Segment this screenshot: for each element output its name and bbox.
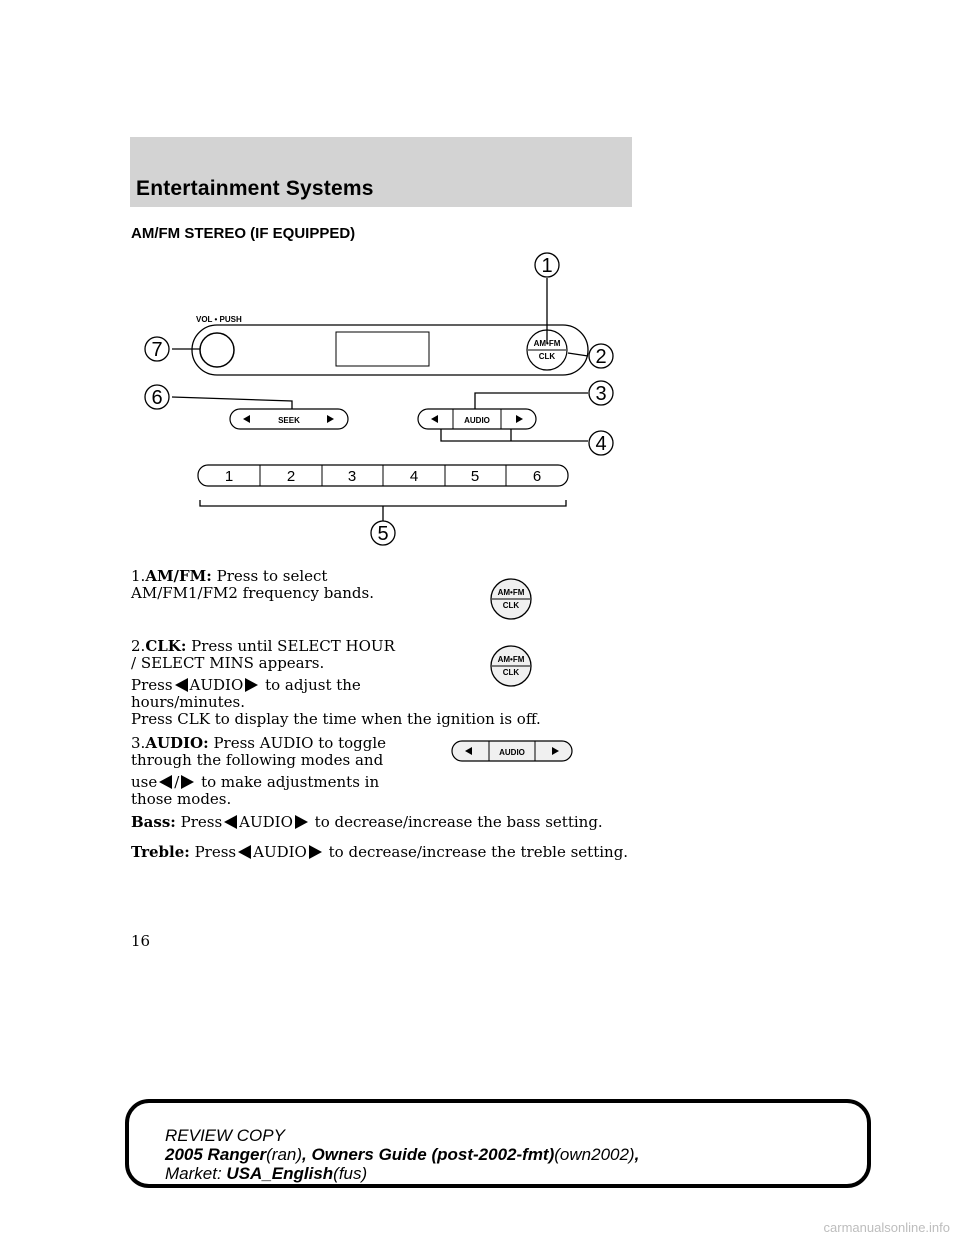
seek-left-icon <box>175 678 188 692</box>
preset-2: 2 <box>286 468 296 485</box>
watermark: carmanualsonline.info <box>823 1220 950 1235</box>
audio-button-icon <box>451 740 573 762</box>
preset-3: 3 <box>347 468 357 485</box>
right-arrow-icon <box>181 775 194 789</box>
treble-increase-icon <box>309 845 322 859</box>
left-arrow-icon <box>159 775 172 789</box>
section-heading: AM/FM STEREO (IF EQUIPPED) <box>131 225 356 242</box>
callout-7: 7 <box>151 339 163 361</box>
treble-decrease-icon <box>238 845 251 859</box>
audio-icon-label: AUDIO <box>499 748 525 757</box>
item-audio: 3.AUDIO: Press AUDIO to toggle through the following modes and use / to make adjustments in those modes. <box>131 734 387 808</box>
amfm-icon-label-2: AM•FM <box>497 655 525 664</box>
audio-label: AUDIO <box>464 416 490 425</box>
preset-6: 6 <box>532 468 542 485</box>
callout-3: 3 <box>595 383 607 405</box>
radio-diagram <box>130 245 630 555</box>
preset-1: 1 <box>224 468 234 485</box>
clk-label: CLK <box>538 352 556 361</box>
page-number: 16 <box>131 932 151 950</box>
vol-push-label: VOL • PUSH <box>196 315 242 324</box>
item-amfm: 1.AM/FM: Press to select AM/FM1/FM2 frequency bands. <box>131 567 375 602</box>
amfm-label: AM•FM <box>533 339 561 348</box>
footer-review: REVIEW COPY <box>165 1126 285 1145</box>
item-treble: Treble: Press AUDIO to decrease/increase the treble setting. <box>131 843 629 861</box>
seek-label: SEEK <box>278 416 300 425</box>
callout-6: 6 <box>151 387 163 409</box>
amfm-clk-icon <box>489 577 533 621</box>
seek-right-icon <box>245 678 258 692</box>
clk-icon-label-2: CLK <box>502 668 520 677</box>
page-title: Entertainment Systems <box>136 177 374 200</box>
callout-4: 4 <box>595 433 607 455</box>
callout-1: 1 <box>541 255 553 277</box>
display-window <box>336 332 429 366</box>
clk-icon-label: CLK <box>502 601 520 610</box>
volume-knob <box>200 333 234 367</box>
item-bass: Bass: Press AUDIO to decrease/increase the bass setting. <box>131 813 603 831</box>
bass-increase-icon <box>295 815 308 829</box>
preset-5: 5 <box>470 468 480 485</box>
callout-2: 2 <box>595 346 607 368</box>
footer-model: 2005 Ranger(ran), Owners Guide (post-2002-fmt)(own2002), <box>165 1145 640 1164</box>
callout-5: 5 <box>377 523 389 545</box>
preset-4: 4 <box>409 468 419 485</box>
item-clk: 2.CLK: Press until SELECT HOUR / SELECT MINS appears. Press AUDIO to adjust the hours/minutes. Press CLK to display the time when the ignition is off. <box>131 637 541 728</box>
amfm-clk-icon-2 <box>489 644 533 688</box>
amfm-icon-label: AM•FM <box>497 588 525 597</box>
bass-decrease-icon <box>224 815 237 829</box>
footer-market: Market: USA_English(fus) <box>165 1164 368 1183</box>
